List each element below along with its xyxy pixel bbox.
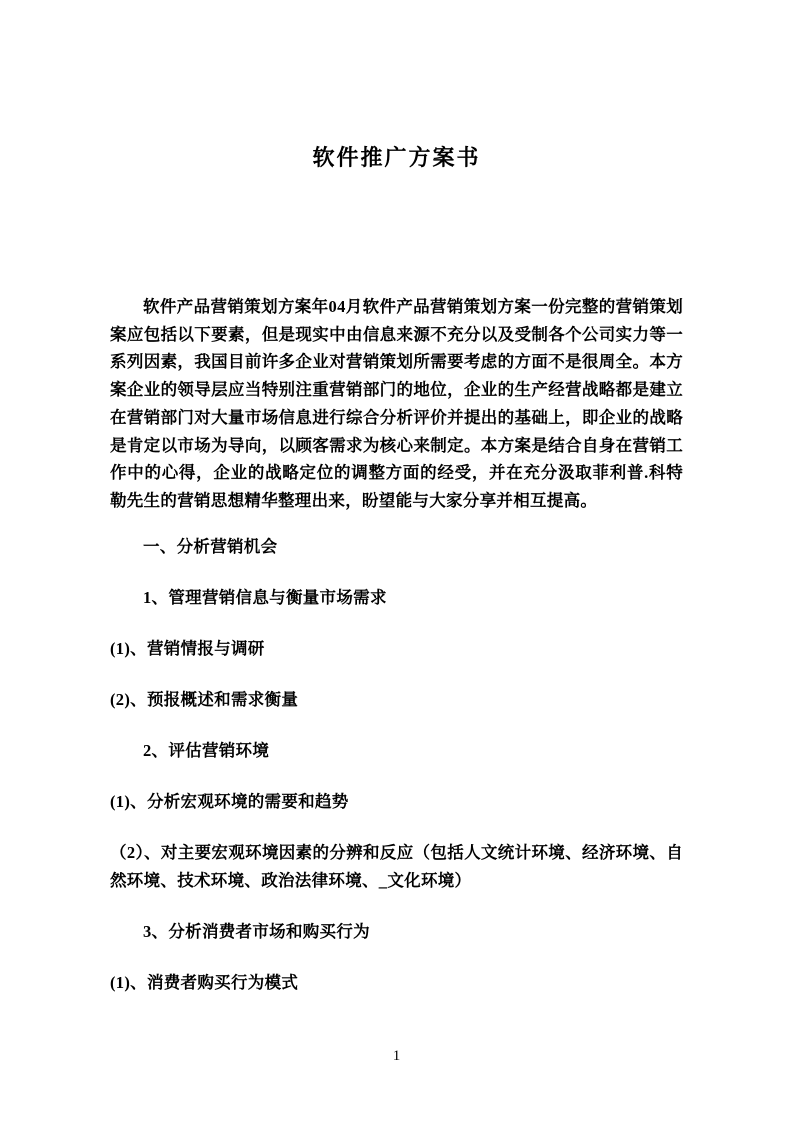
outline-item: (1)、消费者购买行为模式 [110, 972, 299, 992]
outline-item: 1、管理营销信息与衡量市场需求 [143, 587, 387, 607]
outline-item: (1)、分析宏观环境的需要和趋势 [110, 791, 349, 811]
intro-paragraph: 软件产品营销策划方案年04月软件产品营销策划方案一份完整的营销策划案应包括以下要素，但是现实中由信息来源不充分以及受制各个公司实力等一系列因素，我国目前许多企业对营销策划所需要考虑的方面不是很周全。本方案企业的领导层应当特别注重营销部门的地位，企业的生产经营战略都是建立在营销部门对大量市场信息进行综合分析评价并提出的基础上，即企业的战略是肯定以市场为导向，以顾客需求为核心来制定。本方案是结合自身在营销工作中的心得，企业的战略定位的调整方面的经受，并在充分汲取菲利普.科特勒先生的营销思想精华整理出来，盼望能与大家分享并相互提高。 [110, 297, 683, 510]
outline-list [110, 533, 683, 997]
outline-item: (1)、营销情报与调研 [110, 638, 265, 658]
page-number: 1 [392, 1048, 401, 1064]
outline-item: 2、评估营销环境 [143, 740, 270, 760]
document-title: 软件推广方案书 [312, 145, 481, 170]
outline-item: 3、分析消费者市场和购买行为 [143, 921, 370, 941]
outline-item: (2)、预报概述和需求衡量 [110, 689, 299, 709]
outline-item: （2）、对主要宏观环境因素的分辨和反应（包括人文统计环境、经济环境、自然环境、技术环境、政治法律环境、_文化环境） [110, 842, 683, 890]
document-content [110, 0, 683, 1020]
outline-item: 一、分析营销机会 [143, 536, 278, 556]
